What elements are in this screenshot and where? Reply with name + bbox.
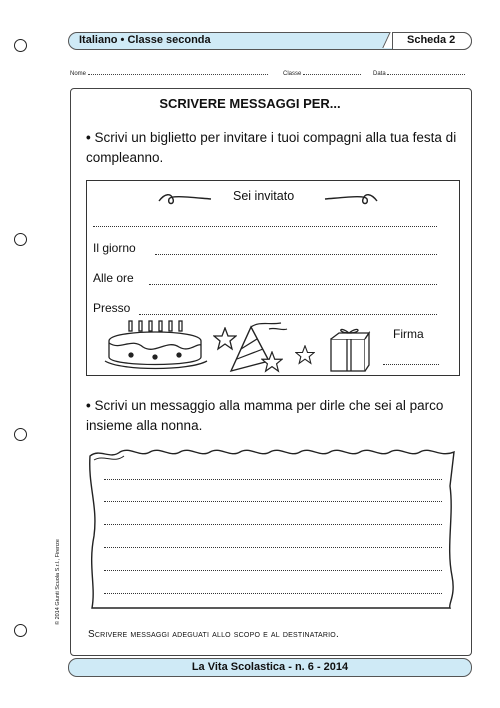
exercise1-text: Scrivi un biglietto per invitare i tuoi compagni alla tua festa di compleanno. xyxy=(86,130,457,165)
bullet: • xyxy=(86,130,91,145)
star-icon xyxy=(295,345,315,365)
message-line[interactable] xyxy=(104,592,442,594)
message-line[interactable] xyxy=(104,523,442,525)
invitation-line[interactable] xyxy=(93,225,437,227)
message-line[interactable] xyxy=(104,546,442,548)
birthday-cake-icon xyxy=(101,317,211,373)
binder-hole xyxy=(14,624,27,637)
sheet-tab xyxy=(392,32,472,50)
invitation-heading: Sei invitato xyxy=(233,189,295,203)
signature-field[interactable] xyxy=(383,363,439,365)
meta-class xyxy=(283,68,361,77)
sheet-label: Scheda 2 xyxy=(407,34,456,46)
name-label: Nome xyxy=(70,71,87,77)
footer-bar xyxy=(68,658,472,677)
day-field[interactable] xyxy=(155,253,437,255)
binder-hole xyxy=(14,428,27,441)
page-title: SCRIVERE MESSAGGI PER... xyxy=(159,96,341,111)
meta-row xyxy=(70,68,268,77)
message-line[interactable] xyxy=(104,500,442,502)
bullet: • xyxy=(86,398,91,413)
place-field[interactable] xyxy=(139,313,437,315)
exercise2-text: Scrivi un messaggio alla mamma per dirle che sei al parco insieme alla nonna. xyxy=(86,398,444,433)
place-label: Presso xyxy=(93,301,131,315)
learning-objective: Scrivere messaggi adeguati allo scopo e al destinatario. xyxy=(88,629,339,640)
exercise2-instruction xyxy=(86,396,466,436)
day-label: Il giorno xyxy=(93,241,136,255)
time-field[interactable] xyxy=(149,283,437,285)
class-field[interactable] xyxy=(303,68,361,75)
name-field[interactable] xyxy=(88,68,268,75)
gift-box-icon xyxy=(327,325,371,375)
subject-label: Italiano • Classe seconda xyxy=(79,34,211,46)
date-label: Data xyxy=(373,71,386,77)
header-bar xyxy=(68,32,472,50)
class-label: Classe xyxy=(283,71,302,77)
ornament-left-icon xyxy=(157,191,213,207)
footer-label: La Vita Scolastica - n. 6 - 2014 xyxy=(191,661,349,673)
binder-hole xyxy=(14,233,27,246)
message-line[interactable] xyxy=(104,569,442,571)
message-line[interactable] xyxy=(104,478,442,480)
signature-label: Firma xyxy=(393,327,424,341)
binder-hole xyxy=(14,39,27,52)
invitation-card xyxy=(86,180,460,376)
meta-date xyxy=(373,68,465,77)
time-label: Alle ore xyxy=(93,271,134,285)
message-paper xyxy=(86,446,458,612)
copyright-note: © 2014 Giunti Scuola S.r.l., Firenze xyxy=(55,539,61,625)
exercise1-instruction xyxy=(86,128,466,168)
date-field[interactable] xyxy=(387,68,465,75)
star-icon xyxy=(261,351,283,373)
ornament-right-icon xyxy=(323,191,379,207)
